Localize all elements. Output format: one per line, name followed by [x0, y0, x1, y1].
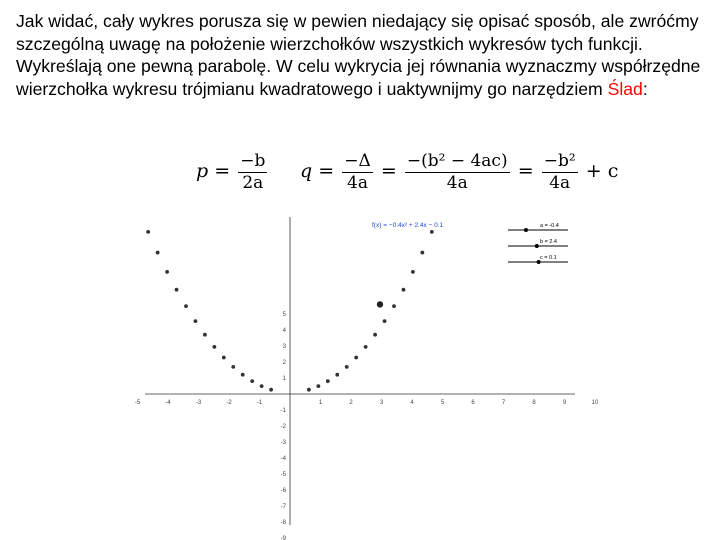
formula-q-fraction-1-numerator: −Δ [344, 151, 371, 171]
vertex-point [222, 356, 226, 360]
vertex-point [241, 373, 245, 377]
y-tick-label: -3 [280, 440, 286, 446]
formula-p-fraction [238, 152, 267, 193]
vertex-point [231, 365, 235, 369]
y-tick-label: -4 [280, 456, 286, 462]
vertex-point [260, 384, 264, 388]
vertex-point [203, 333, 207, 337]
trace-tool-name: Ślad [607, 78, 643, 99]
x-tick-label: 3 [379, 400, 384, 406]
formula-q-fraction-2-numerator: −(b² − 4ac) [406, 151, 508, 171]
formula-q-equals-1: = [380, 160, 397, 182]
paragraph-colon: : [642, 78, 648, 99]
vertex-point [146, 230, 150, 234]
y-tick-label: -1 [280, 408, 286, 414]
x-tick-label: 5 [440, 400, 445, 406]
y-tick-label: 5 [282, 312, 286, 318]
slider-c[interactable] [508, 255, 568, 264]
formula-p-lhs: p = [196, 160, 231, 182]
x-tick-label: 10 [591, 400, 599, 406]
formula-q-tail: + c [585, 160, 619, 182]
vertex-point [212, 345, 216, 349]
function-label: f(x) = −0.4x² + 2.4x − 0.1 [372, 222, 444, 229]
x-tick-label: 4 [410, 400, 414, 406]
x-tick-label: 6 [471, 400, 475, 406]
formula-q-lhs: q = [300, 160, 335, 182]
formula-q-fraction-1-denominator: 4a [347, 173, 368, 193]
formula-p [196, 152, 270, 193]
formula-q-fraction-2 [405, 152, 510, 193]
y-tick-label: 3 [282, 344, 286, 350]
vertex-point [335, 373, 339, 377]
explanation-paragraph [16, 10, 706, 100]
formula-p-denominator: 2a [242, 173, 264, 193]
y-tick-label: -7 [280, 504, 286, 510]
vertex-point [402, 288, 406, 292]
formula-q [300, 152, 618, 193]
x-tick-label: -2 [226, 400, 232, 406]
vertex-point [307, 388, 311, 392]
vertex-point [194, 319, 198, 323]
current-vertex-point [377, 301, 383, 307]
y-tick-label: -9 [280, 536, 286, 540]
x-tick-label: 7 [501, 400, 506, 406]
vertex-point [411, 270, 415, 274]
formula-q-fraction-2-denominator: 4a [446, 173, 468, 193]
vertex-point [345, 365, 349, 369]
vertex-point [316, 384, 320, 388]
vertex-point [364, 345, 368, 349]
x-tick-label: 9 [562, 400, 567, 406]
formula-q-fraction-3-numerator: −b² [543, 151, 576, 171]
parameter-sliders[interactable] [508, 223, 568, 264]
vertex-point [383, 319, 387, 323]
formula-q-fraction-3-denominator: 4a [549, 173, 571, 193]
formula-q-fraction-1 [342, 152, 373, 193]
slider-a-handle[interactable] [524, 228, 528, 232]
y-tick-label: 1 [282, 376, 286, 382]
slider-c-label: c = 0.1 [540, 255, 557, 261]
x-tick-label: 8 [532, 400, 536, 406]
vertex-point [392, 304, 396, 308]
vertex-point [165, 270, 169, 274]
y-tick-label: -5 [280, 472, 286, 478]
vertex-point [373, 333, 377, 337]
slider-a-label: a = -0.4 [540, 223, 559, 229]
x-tick-label: -3 [195, 400, 202, 406]
vertex-point [156, 251, 160, 255]
paragraph-text: Jak widać, cały wykres porusza się w pewien niedający się opisać sposób, ale zwróćmy szczególną uwagę na położenie wierzchołków wszystkich wykresów tych funkcji. Wykreślają one pewną parabolę. W celu wykrycia jej równania wyznaczmy współrzędne wierzchołka wykresu trójmianu kwadratowego i uaktywnijmy go narzędziem [16, 11, 701, 99]
vertex-point [326, 379, 330, 383]
slider-b-label: b = 2.4 [540, 239, 557, 245]
y-tick-label: -6 [280, 488, 286, 494]
x-tick-label: -1 [256, 400, 263, 406]
x-tick-label: 2 [349, 400, 353, 406]
vertex-point [175, 288, 179, 292]
formula-p-numerator: −b [240, 151, 266, 171]
x-tick-label: -4 [165, 400, 171, 406]
vertex-point [354, 356, 358, 360]
x-tick-label: -5 [134, 400, 141, 406]
y-tick-label: -8 [280, 520, 286, 526]
y-tick-label: 4 [282, 328, 286, 334]
y-tick-label: -2 [280, 424, 286, 430]
slider-b[interactable] [508, 239, 568, 248]
vertex-point [250, 379, 254, 383]
slider-b-handle[interactable] [535, 244, 539, 248]
y-tick-label: 2 [282, 360, 286, 366]
vertex-point [420, 251, 424, 255]
x-tick-label: 1 [318, 400, 323, 406]
parabola-family [342, 298, 716, 540]
formula-q-fraction-3 [542, 152, 578, 193]
vertex-point [430, 230, 434, 234]
formula-q-equals-2: = [517, 160, 534, 182]
vertex-point [184, 304, 188, 308]
coordinate-axes [145, 217, 575, 525]
vertex-point [269, 388, 273, 392]
geogebra-graph-view[interactable] [134, 212, 599, 540]
slider-a[interactable] [508, 223, 568, 232]
